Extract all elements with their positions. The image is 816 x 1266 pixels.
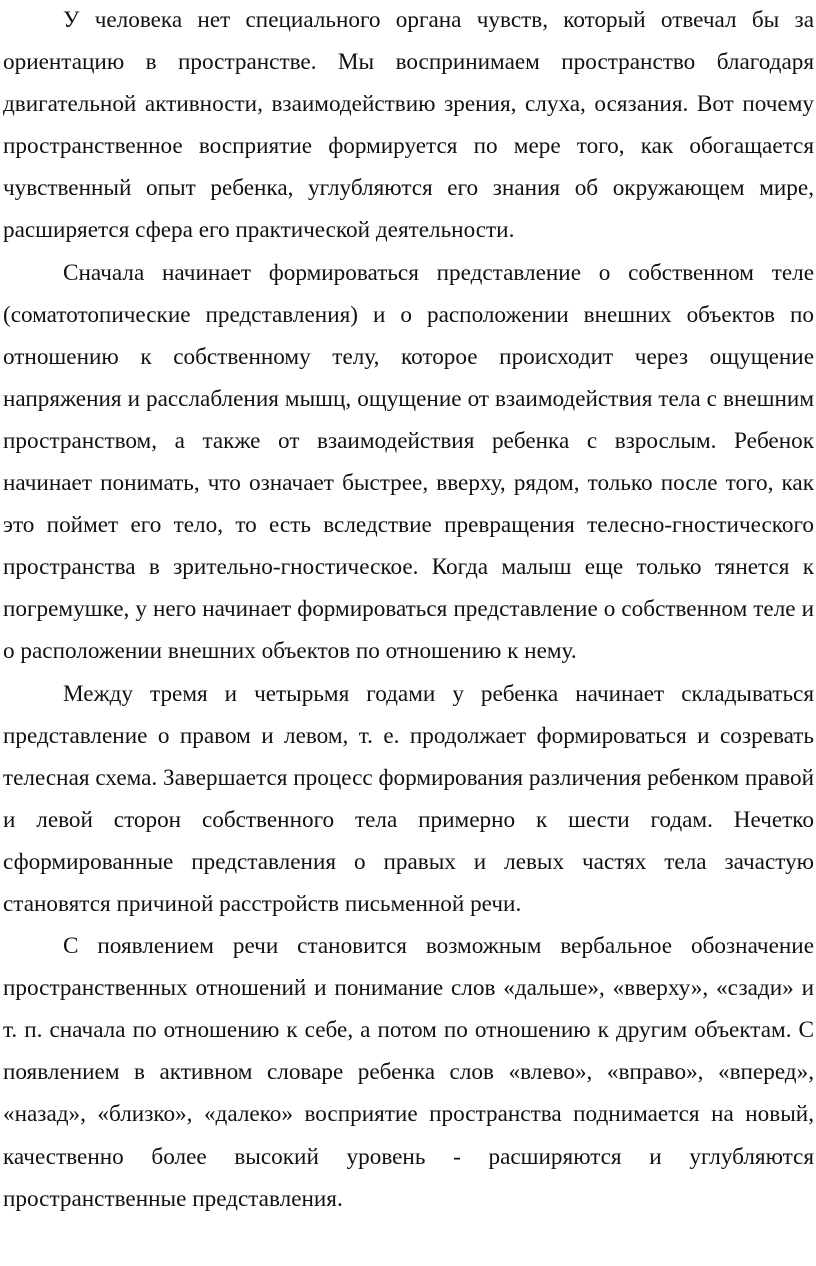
paragraph-4: С появлением речи становится возможным вербальное обозначение пространственных отношений и понимание слов «дальше», «вверху», «сзади» и т. п. сначала по отношению к себе, а потом по отношению к другим объектам. С появлением в активном словаре ребенка слов «влево», «вправо», «вперед», «назад», «близко», «далеко» восприятие пространства поднимается на новый, качественно более высокий уровень - расширяются и углубляются пространственные представления. [3,933,814,1212]
paragraph-3: Между тремя и четырьмя годами у ребенка начинает складываться представление о правом и левом, т. е. продолжает формироваться и созревать телесная схема. Завершается процесс формирования различения ребенком правой и левой сторон собственного тела примерно к шести годам. Нечетко сформированные представления о правых и левых частях тела зачастую становятся причиной расстройств письменной речи. [3,680,814,917]
paragraph-2: Сначала начинает формироваться представление о собственном теле (соматотопические представления) и о расположении внешних объектов по отношению к собственному телу, которое происходит через ощущение напряжения и расслабления мышц, ощущение от взаимодействия тела с внешним пространством, а также от взаимодействия ребенка с взрослым. Ребенок начинает понимать, что означает быстрее, вверху, рядом, только после того, как это поймет его тело, то есть вследствие превращения телесно-гностического пространства в зрительно-гностическое. Когда малыш еще только тянется к погремушке, у него начинает формироваться представление о собственном теле и о расположении внешних объектов по отношению к нему. [3,259,814,665]
paragraph-1: У человека нет специального органа чувств, который отвечал бы за ориентацию в пространстве. Мы воспринимаем пространство благодаря двигательной активности, взаимодействию зрения, слуха, осязания. Вот почему пространственное восприятие формируется по мере того, как обогащается чувственный опыт ребенка, углубляются его знания об окружающем мире, расширяется сфера его практической деятельности. [3,7,814,244]
